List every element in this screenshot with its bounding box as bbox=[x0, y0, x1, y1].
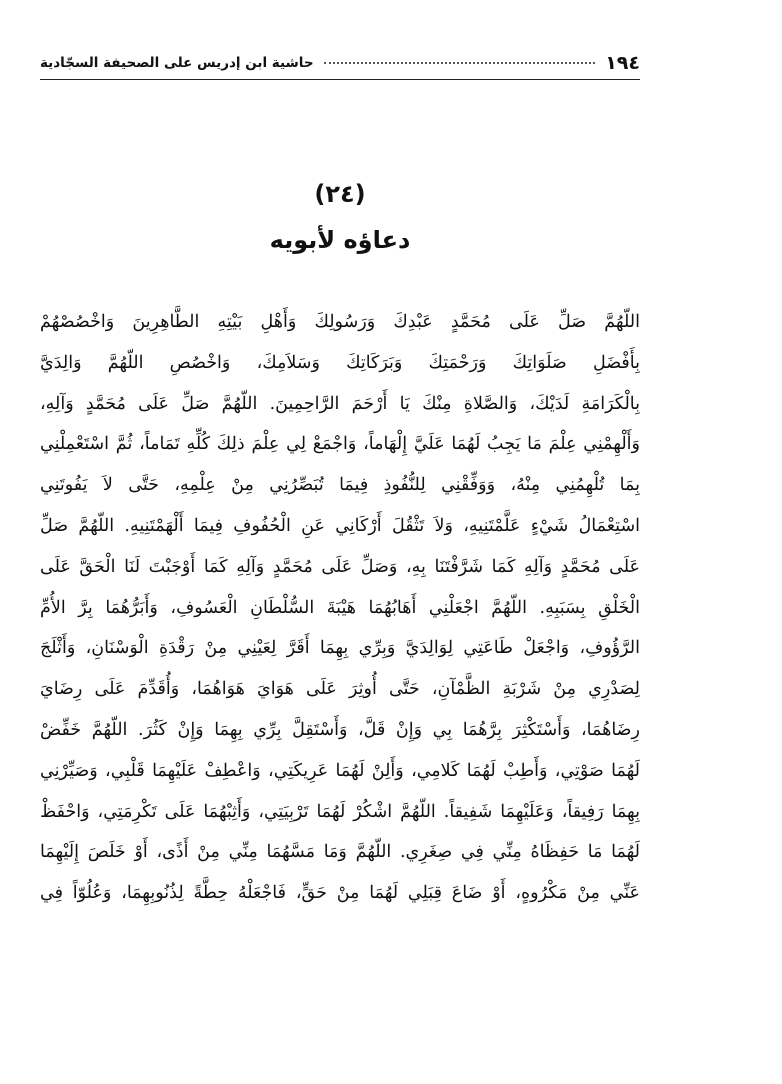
header-dot-leader bbox=[324, 62, 596, 64]
text-line: وَأَلْهِمْنِي عِلْمَ مَا يَجِبُ لَهُمَا عَلَيَّ إِلْهَاماً، وَاجْمَعْ لِي عِلْمَ ذلِكَ كُلِّهِ تَمَاماً، ثُمَّ اسْتَعْمِلْنِي bbox=[40, 434, 640, 455]
text-line: لَهُمَا مَا حَفِظَاهُ مِنِّي فِي صِغَرِي. اللّهُمَّ وَمَا مَسَّهُمَا مِنِّي مِنْ أَذًى، أَوْ خَلَصَ إِلَيْهِمَا bbox=[40, 842, 640, 863]
text-line: عَلَى مُحَمَّدٍ وَآلِهِ كَمَا شَرَّفْتَنَا بِهِ، وَصَلِّ عَلَى مُحَمَّدٍ وَآلِهِ كَمَا أَوْجَبْتَ لَنَا الْحَقَّ عَلَى bbox=[40, 556, 640, 577]
text-line: عَنِّي مِنْ مَكْرُوهٍ، أَوْ ضَاعَ قِبَلِي لَهُمَا مِنْ حَقٍّ، فَاجْعَلْهُ حِطَّةً لِذُنُوبِهِمَا، وَعُلُوّاً فِي bbox=[40, 883, 640, 904]
text-line: بِمَا تُلْهِمُنِي مِنْهُ، وَوَفِّقْنِي لِلنُّفُوذِ فِيمَا تُبَصِّرُنِي مِنْ عِلْمِهِ، حَتَّى لاَ يَفُوتَنِي bbox=[40, 475, 640, 496]
text-line: اسْتِعْمَالُ شَيْءٍ عَلَّمْتَنِيهِ، وَلاَ تَثْقُلَ أَرْكَانِي عَنِ الْحُفُوفِ فِيمَا أَلْهَمْتَنِيهِ. اللّهُمَّ صَلِّ bbox=[40, 515, 640, 536]
text-line: الْخَلْقِ بِسَبَبِهِ. اللّهُمَّ اجْعَلْنِي أَهَابُهُمَا هَيْبَةَ السُّلْطَانِ الْعَسُوفِ، وَأَبَرُّهُمَا بِرَّ الأُمِّ bbox=[40, 597, 640, 618]
running-header bbox=[40, 48, 640, 78]
running-book-title: حاشية ابن إدريس على الصحيفة السجّادية bbox=[40, 55, 314, 71]
text-line: رِضَاهُمَا، وَأَسْتَكْثِرَ بِرَّهُمَا بِي وَإِنْ قَلَّ، وَأَسْتَقِلَّ بِرِّي بِهِمَا وَإِنْ كَثُرَ. اللّهُمَّ خَفِّضْ bbox=[40, 719, 640, 740]
text-line: بِهِمَا رَفِيقاً، وَعَلَيْهِمَا شَفِيقاً. اللّهُمَّ اشْكُرْ لَهُمَا تَرْبِيَتِي، وَأَثِبْهُمَا عَلَى تَكْرِمَتِي، وَاحْفَظْ bbox=[40, 801, 640, 822]
text-line: لِصَدْرِي مِنْ شَرْبَةِ الظَّمْآنِ، حَتَّى أُوثِرَ عَلَى هَوَايَ هَوَاهُمَا، وَأُقَدِّمَ عَلَى رِضَايَ bbox=[40, 679, 640, 700]
text-line: الرَّؤُوفِ، وَاجْعَلْ طَاعَتِي لِوَالِدَيَّ وَبِرِّي بِهِمَا أَقَرَّ لِعَيْنِي مِنْ رَقْدَةِ الْوَسْنَانِ، وَأَثْلَجَ bbox=[40, 638, 640, 659]
text-line: اللّهُمَّ صَلِّ عَلَى مُحَمَّدٍ عَبْدِكَ وَرَسُولِكَ وَأَهْلِ بَيْتِهِ الطَّاهِرِينَ وَاخْصُصْهُمْ bbox=[40, 312, 640, 332]
header-divider bbox=[40, 79, 640, 80]
text-line: بِأَفْضَلِ صَلَوَاتِكَ وَرَحْمَتِكَ وَبَرَكَاتِكَ وَسَلاَمِكَ، وَاخْصُصِ اللّهُمَّ وَالِدَيَّ bbox=[40, 352, 640, 373]
chapter-title: دعاؤه لأبويه bbox=[269, 226, 411, 254]
page-number: ١٩٤ bbox=[605, 52, 640, 74]
supplication-text bbox=[40, 302, 640, 914]
chapter-number: (٢٤) bbox=[314, 180, 366, 208]
text-line: لَهُمَا صَوْتِي، وَأَطِبْ لَهُمَا كَلامِي، وَأَلِنْ لَهُمَا عَرِيكَتِي، وَاعْطِفْ عَلَيْهِمَا قَلْبِي، وَصَيِّرْنِي bbox=[40, 760, 640, 781]
text-line: بِالْكَرَامَةِ لَدَيْكَ، وَالصَّلاةِ مِنْكَ يَا أَرْحَمَ الرَّاحِمِينَ. اللّهُمَّ صَلِّ عَلَى مُحَمَّدٍ وَآلِهِ، bbox=[40, 393, 640, 414]
